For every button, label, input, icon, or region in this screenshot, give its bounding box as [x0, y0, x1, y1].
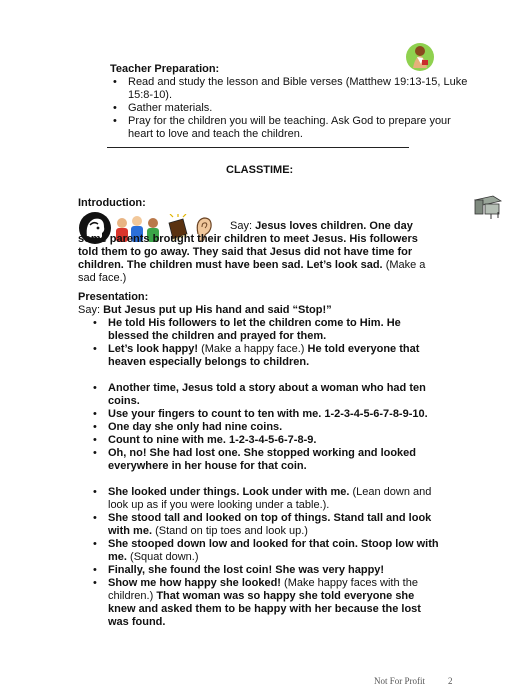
intro-instruction: (Make a sad face.) — [78, 259, 426, 284]
introduction-heading: Introduction: — [78, 197, 146, 209]
presentation-say-bold: But Jesus put up His hand and said “Stop!” — [103, 304, 332, 316]
presentation-list-2 — [90, 382, 442, 473]
list-item: • Another time, Jesus told a story about a woman who had ten coins. — [90, 382, 442, 408]
list-item: • She looked under things. Look under with me. (Lean down and look up as if you were looking under a table.). — [90, 486, 442, 512]
list-item: • Let’s look happy! (Make a happy face.) He told everyone that heaven especially belongs to children. — [90, 343, 442, 369]
presentation-list-3 — [90, 486, 442, 629]
list-item: • Gather materials. — [110, 102, 480, 115]
list-item: • Pray for the children you will be teaching. Ask God to prepare your heart to love and teach the children. — [110, 115, 478, 141]
presentation-say — [78, 304, 458, 317]
list-item: • She stood tall and looked on top of things. Stand tall and look with me. (Stand on tip toes and look up.) — [90, 512, 442, 538]
list-item: • Read and study the lesson and Bible verses (Matthew 19:13-15, Luke 15:8-10). — [110, 76, 468, 102]
intro-bold-text: Jesus loves children. One day some parents brought their children to meet Jesus. His followers told them to go away. They said that Jesus did not have time for children. The children must have been sad. Let’s look sad. — [78, 220, 418, 271]
say-label: Say: — [230, 220, 253, 232]
presentation-section — [78, 291, 458, 629]
teacher-prep-section — [110, 63, 480, 141]
list-item: • Use your fingers to count to ten with me. 1-2-3-4-5-6-7-8-9-10. — [90, 408, 442, 421]
section-divider — [107, 147, 409, 148]
list-item: • Finally, she found the lost coin! She was very happy! — [90, 564, 442, 577]
introduction-text — [78, 220, 438, 285]
presentation-list-1 — [90, 317, 442, 369]
say-label: Say: — [78, 304, 101, 316]
teacher-prep-heading: Teacher Preparation: — [110, 63, 220, 75]
list-item: • Oh, no! She had lost one. She stopped working and looked everywhere in her house for that coin. — [90, 447, 442, 473]
classroom-desk-icon — [471, 192, 505, 220]
list-item: • Show me how happy she looked! (Make happy faces with the children.) That woman was so happy she told everyone she knew and asked them to be happy with her because the lost was found. — [90, 577, 442, 629]
presentation-heading: Presentation: — [78, 291, 149, 303]
list-item: • She stooped down low and looked for that coin. Stoop low with me. (Squat down.) — [90, 538, 442, 564]
list-item: • He told His followers to let the children come to Him. He blessed the children and prayed for them. — [90, 317, 442, 343]
list-item: • Count to nine with me. 1-2-3-4-5-6-7-8-9. — [90, 434, 442, 447]
list-item: • One day she only had nine coins. — [90, 421, 442, 434]
teacher-prep-list — [110, 76, 480, 141]
page-number: 2 — [448, 676, 453, 686]
footer-text: Not For Profit — [374, 676, 426, 686]
classtime-heading: CLASSTIME: — [226, 164, 294, 176]
